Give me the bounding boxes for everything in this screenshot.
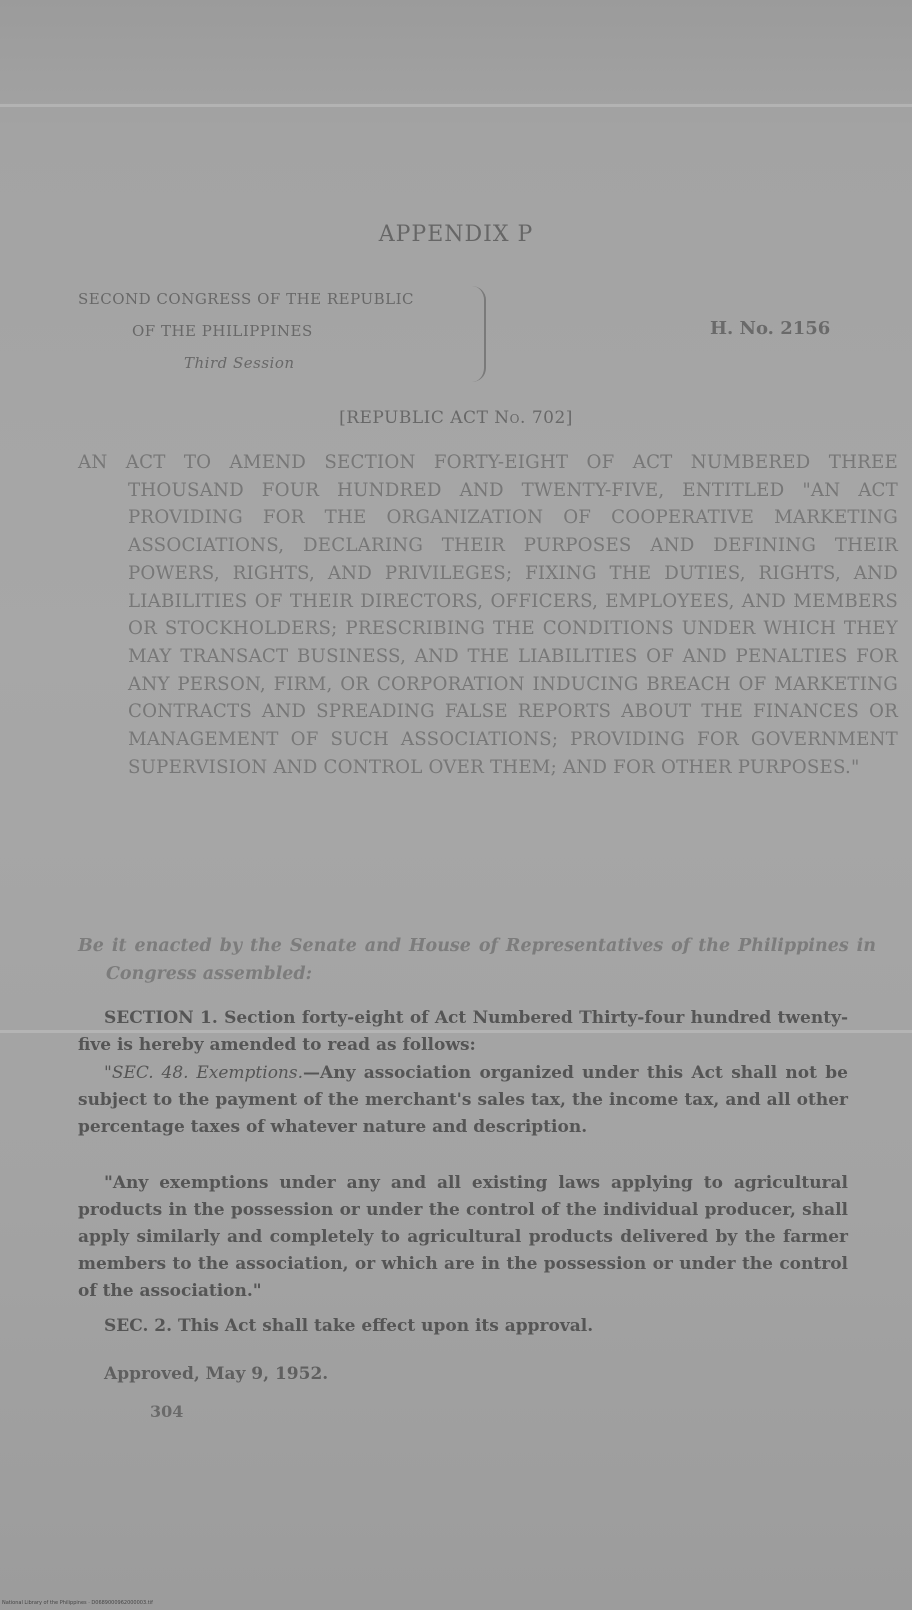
brace-icon [470,286,486,382]
approval-date: Approved, May 9, 1952. [104,1364,329,1384]
scan-artifact-line [0,104,912,107]
act-title: AN ACT TO AMEND SECTION FORTY-EIGHT OF ACT NUMBERED THREE THOUSAND FOUR HUNDRED AND TWENTY-FIVE, ENTITLED "AN ACT PROVIDING FOR THE ORGANIZATION OF COOPERATIVE MARKETING ASSOCIATIONS, DECLARING THEIR PURPOSES AND DEFINING THEIR POWERS, RIGHTS, AND PRIVILEGES; FIXING THE DUTIES, RIGHTS, AND LIABILITIES OF THEIR DIRECTORS, OFFICERS, EMPLOYEES, AND MEMBERS OR STOCKHOLDERS; PRESCRIBING THE CONDITIONS UNDER WHICH THEY MAY TRANSACT BUSINESS, AND THE LIABILITIES OF AND PENALTIES FOR ANY PERSON, FIRM, OR CORPORATION INDUCING BREACH OF MARKETING CONTRACTS AND SPREADING FALSE REPORTS ABOUT THE FINANCES OR MANAGEMENT OF SUCH ASSOCIATIONS; PROVIDING FOR GOVERNMENT SUPERVISION AND CONTROL OVER THEM; AND FOR OTHER PURPOSES." [78,452,898,778]
scan-footer: National Library of the Philippines · D0689000962000003.tif [2,1600,153,1606]
exemptions-paragraph: "Any exemptions under any and all existing laws applying to agricultural products in the possession or under the control of the individual producer, shall apply similarly and completely to agricultural products delivered by the farmer members to the association, or which are in the possession or under the control of the association." [78,1173,848,1301]
section-48-text: —Any association organized under this Act shall not be subject to the payment of the merchant's sales tax, the income tax, and all other percentage taxes of whatever nature and description. [78,1063,848,1137]
header-line-1: SECOND CONGRESS OF THE REPUBLIC [78,290,414,308]
enacting-clause: Be it enacted by the Senate and House of Representatives of the Philippines in Congress assembled: [78,936,876,984]
bill-number: H. No. 2156 [710,318,831,339]
header-line-2: OF THE PHILIPPINES [132,322,313,340]
section-2: SEC. 2. This Act shall take effect upon its approval. [104,1316,594,1336]
section-48-paragraph [78,1060,848,1141]
page-number: 304 [150,1402,184,1421]
republic-act-number: [REPUBLIC ACT No. 702] [339,408,573,428]
section-48-label: "SEC. 48. Exemptions. [104,1063,304,1083]
section-1: SECTION 1. Section forty-eight of Act Numbered Thirty-four hundred twenty-five is hereby amended to read as follows: [78,1008,848,1055]
header-line-3: Third Session [184,354,295,372]
appendix-title: APPENDIX P [378,222,534,247]
congress-header [78,283,478,379]
